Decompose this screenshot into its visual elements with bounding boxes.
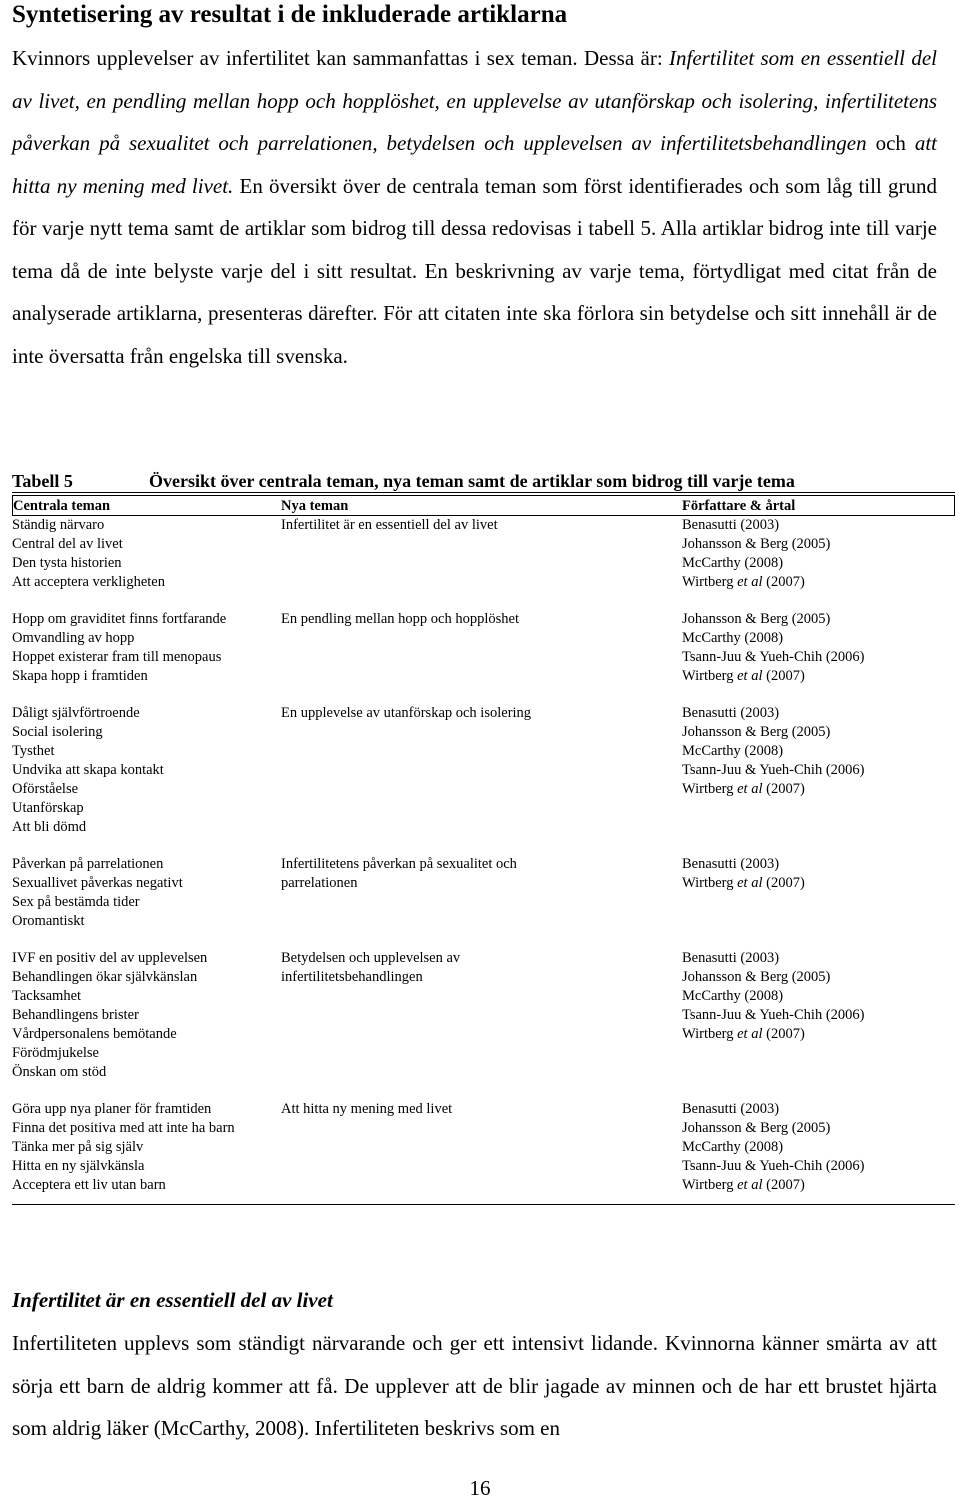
new-theme-cell [281, 855, 517, 893]
central-theme-item: Dåligt självförtroende [12, 705, 140, 722]
table-row-group [12, 855, 955, 931]
table-label: Tabell 5 [12, 471, 73, 491]
author-citation: McCarthy (2008) [682, 743, 784, 760]
author-part: Wirtberg [682, 667, 738, 684]
authors-cell [682, 1100, 865, 1195]
table-bottom-rule [12, 1204, 955, 1205]
author-citation: Benasutti (2003) [682, 856, 780, 873]
central-theme-item: Den tysta historien [12, 554, 122, 571]
author-part: Wirtberg [682, 1176, 738, 1193]
central-theme-item: Tysthet [12, 743, 55, 760]
new-theme-text: Att hitta ny mening med livet [281, 1101, 453, 1118]
table-row-group [12, 516, 955, 592]
new-theme-cell [281, 610, 519, 629]
author-citation [682, 667, 865, 686]
author-part: Wirtberg [682, 780, 738, 797]
page-number: 16 [469, 1476, 491, 1500]
central-theme-item: Göra upp nya planer för framtiden [12, 1101, 212, 1118]
central-theme-item: Acceptera ett liv utan barn [12, 1176, 166, 1193]
author-part: Wirtberg [682, 1025, 738, 1042]
author-citation [682, 874, 805, 893]
central-theme-item: IVF en positiv del av upplevelsen [12, 950, 208, 967]
author-citation: McCarthy (2008) [682, 630, 784, 647]
author-et-al: et al [737, 1176, 763, 1193]
authors-cell [682, 704, 865, 799]
table-row-group [12, 704, 955, 836]
central-theme-item: Utanförskap [12, 799, 84, 816]
intro-and: och [866, 131, 915, 155]
table-row-group [12, 1100, 955, 1195]
central-theme-item: Finna det positiva med att inte ha barn [12, 1119, 235, 1136]
new-theme-cell [281, 949, 460, 987]
author-et-al: et al [737, 573, 763, 590]
central-theme-item: Vårdpersonalens bemötande [12, 1025, 177, 1042]
new-theme-text: Betydelsen och upplevelsen av [281, 950, 461, 967]
central-theme-item: Behandlingen ökar självkänslan [12, 969, 198, 986]
author-part: Wirtberg [682, 573, 738, 590]
header-authors-year: Författare & årtal [682, 498, 796, 514]
table-top-rule [12, 492, 955, 493]
central-theme-item: Påverkan på parrelationen [12, 856, 164, 873]
author-citation [682, 1025, 865, 1044]
central-theme-item: Ständig närvaro [12, 517, 105, 533]
author-citation: Johansson & Berg (2005) [682, 969, 831, 986]
central-theme-item: Tänka mer på sig själv [12, 1138, 144, 1155]
new-theme-text: Infertilitetens påverkan på sexualitet och [281, 856, 517, 873]
author-citation: McCarthy (2008) [682, 554, 784, 571]
author-part: (2007) [762, 667, 805, 684]
central-theme-item: Önskan om stöd [12, 1063, 107, 1080]
central-theme-item: Skapa hopp i framtiden [12, 667, 148, 684]
central-theme-item: Oförståelse [12, 780, 79, 797]
central-theme-item: Social isolering [12, 724, 103, 741]
author-citation: Tsann-Juu & Yueh-Chih (2006) [682, 1006, 865, 1023]
central-theme-item: Att bli dömd [12, 818, 87, 835]
author-citation: Benasutti (2003) [682, 705, 780, 722]
author-et-al: et al [737, 1025, 763, 1042]
author-citation: Johansson & Berg (2005) [682, 535, 831, 552]
table-body [12, 516, 955, 1213]
author-part: (2007) [762, 1025, 805, 1042]
central-theme-item: Oromantiskt [12, 912, 85, 929]
author-citation: Johansson & Berg (2005) [682, 724, 831, 741]
table-header-row [12, 497, 955, 516]
authors-cell [682, 610, 865, 686]
author-citation: Benasutti (2003) [682, 1101, 780, 1118]
author-et-al: et al [737, 875, 763, 891]
authors-cell [682, 516, 830, 592]
new-theme-text: parrelationen [281, 875, 358, 891]
author-part: (2007) [762, 573, 805, 590]
new-theme-cell [281, 1100, 452, 1119]
table-caption [12, 469, 952, 493]
author-et-al: et al [737, 667, 763, 684]
new-theme-text: En pendling mellan hopp och hopplöshet [281, 611, 520, 628]
author-part: Wirtberg [682, 875, 738, 891]
central-theme-item: Undvika att skapa kontakt [12, 761, 164, 778]
central-theme-item: Central del av livet [12, 535, 123, 552]
intro-themes-italic-1: Infertilitet som en essentiell del av livet, en pendling mellan hopp och hopplöshet, en upplevelse av utanförskap och isolering, infertilitetens påverkan på sexualitet och parrelationen, betydelsen och upplevelsen av infertilitetsbehandlingen [12, 46, 937, 155]
table-caption-text: Översikt över centrala teman, nya teman samt de artiklar som bidrog till varje tema [149, 471, 795, 491]
new-theme-text: En upplevelse av utanförskap och isolering [281, 705, 532, 722]
intro-text-2: En översikt över de centrala teman som först identifierades och som låg till grund för varje nytt tema samt de artiklar som bidrog till dessa redovisas i tabell 5. Alla artiklar bidrog inte till varje tema då de inte belyste varje del i sitt resultat. En beskrivning av varje tema, förtydligat med citat från de analyserade artiklarna, presenteras därefter. För att citaten inte ska förlora sin betydelse och sitt innehåll är de inte översatta från engelska till svenska. [12, 173, 938, 368]
new-theme-text: infertilitetsbehandlingen [281, 969, 423, 986]
author-citation: Tsann-Juu & Yueh-Chih (2006) [682, 1157, 865, 1174]
table-row-group [12, 610, 955, 686]
author-citation: Johansson & Berg (2005) [682, 1119, 831, 1136]
author-citation: Benasutti (2003) [682, 950, 780, 967]
table-row-group [12, 949, 955, 1081]
central-theme-item: Omvandling av hopp [12, 630, 135, 647]
section-heading: Syntetisering av resultat i de inkluderade artiklarna [12, 1, 568, 28]
central-theme-item: Hoppet existerar fram till menopaus [12, 648, 222, 665]
central-theme-item: Hopp om graviditet finns fortfarande [12, 611, 227, 628]
authors-cell [682, 949, 865, 1044]
author-citation [682, 573, 830, 592]
header-new-themes: Nya teman [281, 498, 349, 514]
central-theme-item: Sex på bestämda tider [12, 893, 140, 910]
central-theme-item: Sexuallivet påverkas negativt [12, 875, 183, 891]
author-et-al: et al [737, 780, 763, 797]
new-theme-cell [281, 704, 531, 723]
author-citation: McCarthy (2008) [682, 988, 784, 1005]
theme-subheading: Infertilitet är en essentiell del av livet [12, 1288, 333, 1312]
intro-themes-italic-2: att hitta ny mening med livet. [12, 131, 937, 198]
author-part: (2007) [762, 780, 805, 797]
header-central-themes: Centrala teman [13, 498, 111, 514]
table-top-rule-inner [12, 495, 955, 496]
body-paragraph: Infertiliteten upplevs som ständigt närvarande och ger ett intensivt lidande. Kvinnorna känner smärta av att sörja ett barn de aldrig kommer att få. De upplever att de blir jagade av minnen och de har ett brustet hjärta som aldrig läker (McCarthy, 2008). Infertiliteten beskrivs som en [12, 1331, 937, 1440]
author-part: (2007) [762, 875, 805, 891]
author-citation [682, 1176, 865, 1195]
authors-cell [682, 855, 805, 893]
author-part: (2007) [762, 1176, 805, 1193]
author-citation: Johansson & Berg (2005) [682, 611, 831, 628]
central-theme-item: Hitta en ny självkänsla [12, 1157, 145, 1174]
central-theme-item: Förödmjukelse [12, 1044, 99, 1061]
author-citation [682, 780, 865, 799]
central-theme-item: Att acceptera verkligheten [12, 573, 165, 590]
author-citation: Tsann-Juu & Yueh-Chih (2006) [682, 761, 865, 778]
author-citation: Benasutti (2003) [682, 517, 780, 533]
central-theme-item: Behandlingens brister [12, 1006, 139, 1023]
author-citation: McCarthy (2008) [682, 1138, 784, 1155]
intro-text-1: Kvinnors upplevelser av infertilitet kan sammanfattas i sex teman. Dessa är: [12, 46, 670, 70]
intro-paragraph [12, 37, 937, 377]
author-citation: Tsann-Juu & Yueh-Chih (2006) [682, 648, 865, 665]
central-theme-item: Tacksamhet [12, 988, 82, 1005]
new-theme-text: Infertilitet är en essentiell del av livet [281, 517, 498, 533]
new-theme-cell [281, 516, 498, 535]
